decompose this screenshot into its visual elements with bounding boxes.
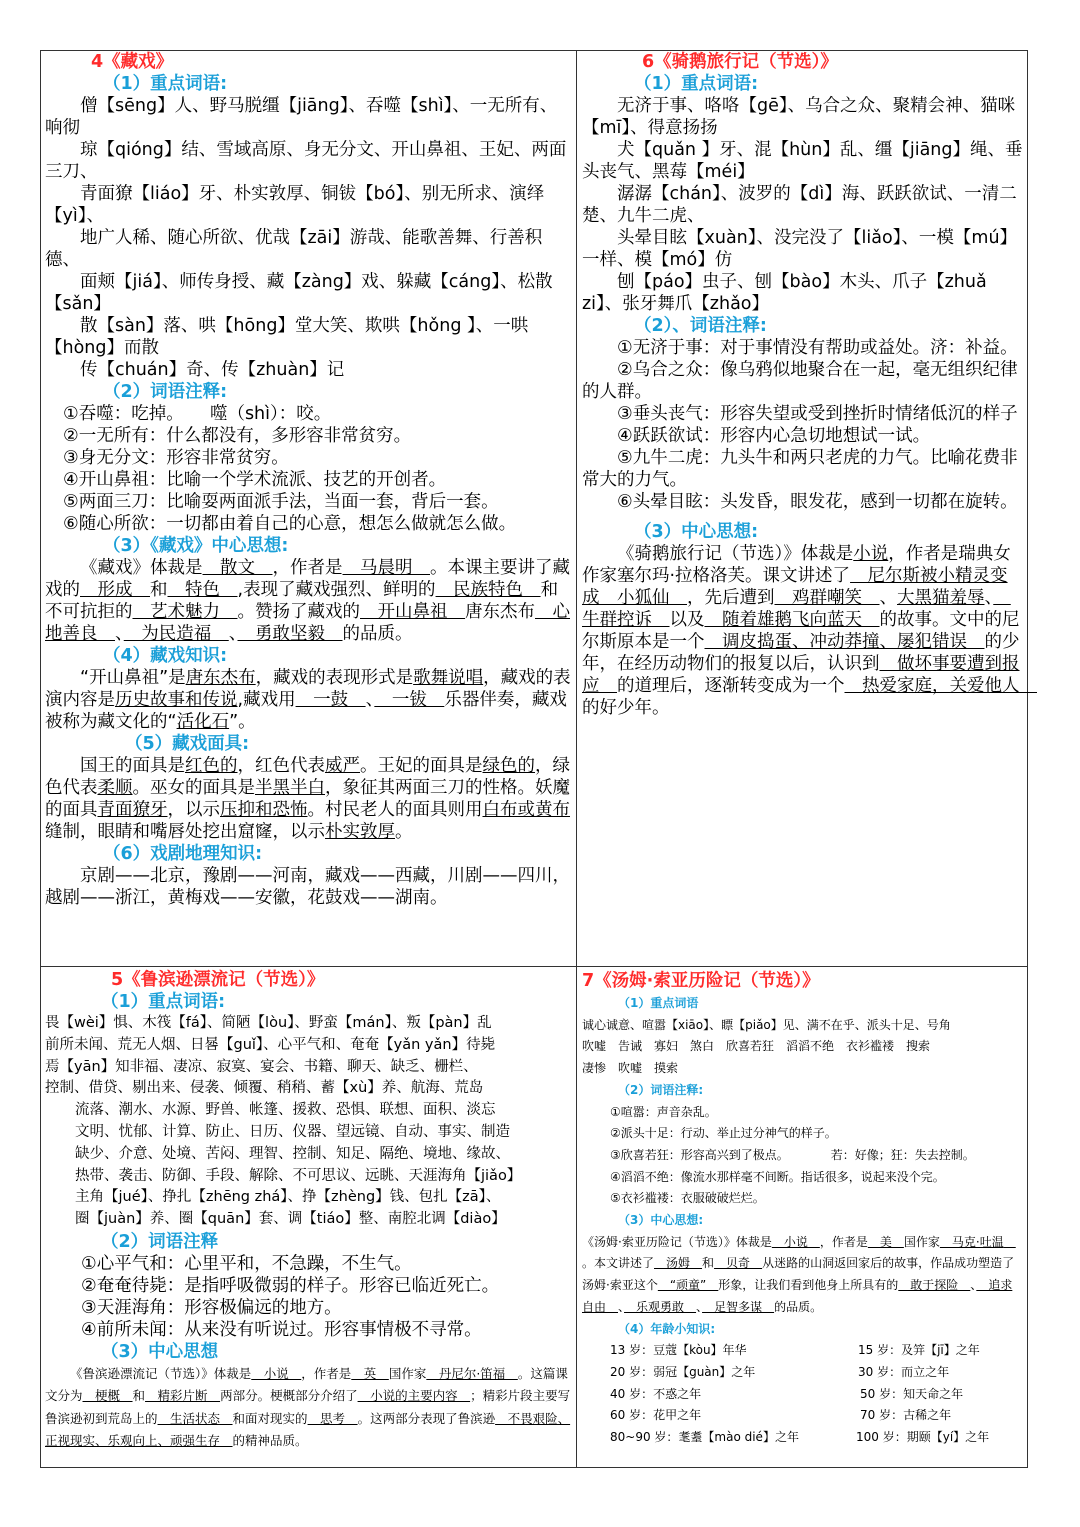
heading-key-words: （1）重点词语:	[101, 992, 226, 1012]
heading-knowledge: （4）藏戏知识:	[103, 646, 228, 666]
word-line: 刨【páo】虫子、刨【bào】木头、爪子【zhuǎ zi】、张牙舞爪【zhǎo】	[582, 272, 987, 314]
note-line: ③身无分文：形容非常贫穷。	[63, 448, 289, 468]
note-line: ①吞噬：吃掉。 噬（shì）：咬。	[63, 404, 332, 424]
note-line: ⑤九牛二虎：九头牛和两只老虎的力气。比喻花费非常大的力气。	[582, 448, 1018, 490]
word-line: 圈【juàn】养、圈【quān】套、调【tiáo】整、南腔北调【diào】	[75, 1211, 506, 1228]
masks-paragraph: 国王的面具是红色的，红色代表威严。王妃的面具是绿色的，绿色代表柔顺。巫女的面具是半黑半白，象征其两面三刀的性格。妖魔的面具青面獠牙，以示压抑和恐怖。村民老人的面具则用白布或黄布缝制，眼睛和嘴唇处挖出窟窿，以示朴实敦厚。	[45, 756, 570, 842]
note-line: ④跃跃欲试：形容内心急切地想试一试。	[617, 426, 931, 446]
section-title: 5《鲁滨逊漂流记（节选）》	[111, 970, 325, 990]
heading-key-words: （1）重点词语:	[634, 74, 759, 94]
section-title: 7《汤姆·索亚历险记（节选）》	[582, 971, 820, 991]
heading-ages: （4）年龄小知识:	[618, 1321, 716, 1336]
age-cell: 70 岁：古稀之年	[860, 1408, 952, 1423]
theme-paragraph: 《藏戏》体裁是 散文 ，作者是 马晨明 。本课主要讲了藏戏的 形成 和 特色 ,表现了藏戏强烈、鲜明的 民族特色 和不可抗拒的 艺术魅力 。赞扬了藏戏的 开山鼻祖 唐东杰布 心地善良 、 为民造福 、 勇敢坚毅 的品质。	[45, 558, 570, 644]
ages-row	[610, 1427, 1024, 1449]
note-line: ②奄奄待毙：是指呼吸微弱的样子。形容已临近死亡。	[81, 1275, 500, 1296]
note-line: ④滔滔不绝：像流水那样毫不间断。指话很多，说起来没个完。	[610, 1169, 945, 1184]
row-divider	[41, 966, 1027, 967]
note-line: ①无济于事：对于事情没有帮助或益处。济：补益。	[617, 338, 1018, 358]
word-line: 僧【sēng】人、野马脱缰【jiāng】、吞噬【shì】、一无所有、响彻	[45, 96, 558, 138]
heading-theme: （3）中心思想:	[618, 1213, 704, 1228]
age-cell: 30 岁：而立之年	[858, 1364, 950, 1379]
heading-masks: （5）藏戏面具:	[125, 734, 250, 754]
note-line: ③垂头丧气：形容失望或受到挫折时情绪低沉的样子	[617, 404, 1018, 424]
key-words	[45, 1013, 573, 1231]
word-line: 诚心诚意、喧嚣【xiāo】、瞟【piǎo】见、满不在乎、派头十足、号角	[582, 1017, 951, 1032]
note-line: ②一无所有：什么都没有，多形容非常贫穷。	[63, 426, 412, 446]
note-line: ⑤衣衫褴褛：衣服破破烂烂。	[610, 1191, 765, 1206]
ages-row	[610, 1362, 1024, 1384]
age-cell: 20 岁：弱冠【guàn】之年	[610, 1364, 756, 1379]
section-robinson	[45, 969, 573, 1465]
section-title: 4《藏戏》	[91, 52, 174, 72]
word-line: 畏【wèi】惧、木筏【fá】、简陋【lòu】、野蛮【mán】、叛【pàn】乱	[45, 1015, 492, 1031]
ages-row	[610, 1340, 1024, 1362]
heading-key-words: （1）重点词语:	[103, 74, 228, 94]
notes-list	[582, 337, 1024, 513]
heading-theme: （3）中心思想	[101, 1341, 219, 1362]
section-title: 6《骑鹅旅行记（节选）》	[642, 52, 838, 72]
word-line: 传【chuán】奇、传【zhuàn】记	[80, 360, 345, 380]
note-line: ④开山鼻祖：比喻一个学术流派、技艺的开创者。	[63, 470, 447, 490]
ages-table	[582, 1340, 1024, 1449]
note-line: ⑤两面三刀：比喻耍两面派手法，当面一套，背后一套。	[63, 492, 499, 512]
note-line: ⑥头晕目眩：头发昏，眼发花，感到一切都在旋转。	[617, 492, 1018, 512]
word-line: 琼【qióng】结、雪域高原、身无分文、开山鼻祖、王妃、两面三刀、	[45, 140, 567, 182]
column-divider	[576, 51, 577, 1467]
note-line: ①心平气和：心里平和，不急躁，不生气。	[81, 1253, 412, 1274]
note-line: ①喧嚣：声音杂乱。	[610, 1104, 717, 1119]
age-cell: 60 岁：花甲之年	[610, 1408, 702, 1423]
word-line: 吹嘘 告诫 寡妇 煞白 欣喜若狂 滔滔不绝 衣衫褴褛 搜索	[582, 1039, 931, 1054]
theme-paragraph: 《鲁滨逊漂流记（节选）》体裁是 小说 ，作者是 英 国作家 丹尼尔·笛福 。这篇课文分为 梗概 和 精彩片断 两部分。梗概部分介绍了 小说的主要内容 ；精彩片段主要写鲁滨逊初到荒岛上的 生活状态 和面对现实的 思考 。这两部分表现了鲁滨逊 不畏艰险、正视现实、乐观向上、顽强生存 的精神品质。	[45, 1365, 571, 1449]
word-line: 青面獠【liáo】牙、朴实敦厚、铜钹【bó】、别无所求、演绎【yì】、	[45, 184, 545, 226]
note-line: ④前所未闻：从来没有听说过。形容事情极不寻常。	[81, 1319, 482, 1340]
word-line: 主角【jué】、挣扎【zhēng zhá】、挣【zhèng】钱、包扎【zā】、	[75, 1189, 501, 1206]
heading-notes: （2）词语注释	[101, 1231, 219, 1252]
age-cell: 80~90 岁：耄耋【mào dié】之年	[610, 1430, 799, 1445]
theme-paragraph: 《骑鹅旅行记（节选）》体裁是小说，作者是瑞典女作家塞尔玛·拉格洛芙。课文讲述了 尼尔斯被小精灵变成 小狐仙 ，先后遭到 鸡群嘲笑 、大黑猫羞辱、 牛群控诉 以及 随着雄鹅飞向蓝天 的故事。文中的尼尔斯原本是一个 调皮捣蛋、冲动莽撞、屡犯错误 的少年，在经历动物们的报复以后，认识到 做坏事要遭到报应 的道理后，逐渐转变成为一个 热爱家庭，关爱他人 的好少年。	[582, 544, 1037, 718]
heading-key-words: （1）重点词语	[618, 996, 699, 1010]
note-line: ②乌合之众：像乌鸦似地聚合在一起，毫无组织纪律的人群。	[582, 360, 1018, 402]
word-line: 犬【quǎn 】牙、混【hùn】乱、缰【jiāng】绳、垂头丧气、黑莓【méi】	[582, 140, 1023, 182]
heading-notes: （2）、词语注释:	[634, 316, 767, 336]
word-line: 缺少、介意、处境、苦闷、理智、控制、知足、隔绝、境地、缘故、	[75, 1145, 510, 1162]
note-line: ③天涯海角：形容极偏远的地方。	[81, 1297, 342, 1318]
heading-notes: （2）词语注释:	[618, 1082, 704, 1097]
ages-row	[610, 1405, 1024, 1427]
word-line: 头晕目眩【xuàn】、没完没了【liǎo】、一模【mú】一样、模【mó】仿	[582, 228, 1018, 270]
note-line: ②派头十足：行动、举止过分神气的样子。	[610, 1126, 837, 1141]
note-line: ③欣喜若狂：形容高兴到了极点。 若：好像；狂：失去控制。	[610, 1147, 975, 1162]
theme-paragraph: 《汤姆·索亚历险记（节选）》体裁是 小说 ，作者是 美 国作家 马克·吐温 。本文讲述了 汤姆 和 贝奇 从迷路的山洞返回家后的故事，作品成功塑造了汤姆·索亚这个 “顽童” 形象，让我们看到他身上所具有的 敢于探险 、 追求自由 、 乐观勇敢 、 足智多谋 的品质。	[582, 1234, 1016, 1314]
age-cell: 50 岁：知天命之年	[860, 1386, 964, 1401]
age-cell: 15 岁：及笄【jī】之年	[858, 1343, 980, 1358]
word-line: 散【sàn】落、哄【hōng】堂大笑、欺哄【hǒng 】、一哄【hòng】而散	[45, 316, 529, 358]
age-cell: 100 岁：期颐【yí】之年	[856, 1430, 990, 1445]
key-words	[45, 95, 573, 381]
heading-geography: （6）戏剧地理知识:	[103, 844, 263, 864]
word-line: 文明、忧郁、计算、防止、日历、仪器、望远镜、自动、事实、制造	[75, 1123, 510, 1140]
word-line: 焉【yān】知非福、凄凉、寂寞、宴会、书籍、聊天、缺乏、栅栏、	[45, 1058, 478, 1075]
note-line: ⑥随心所欲：一切都由着自己的心意，想怎么做就怎么做。	[63, 514, 517, 534]
word-line: 流落、潮水、水源、野兽、帐篷、援救、恐惧、联想、面积、淡忘	[75, 1102, 496, 1119]
key-words	[582, 1015, 1024, 1080]
heading-theme: （3）《藏戏》中心思想:	[103, 536, 289, 556]
age-cell: 13 岁：豆蔻【kòu】年华	[610, 1343, 747, 1358]
age-cell: 40 岁：不惑之年	[610, 1386, 702, 1401]
section-tom-sawyer	[582, 969, 1024, 1465]
word-line: 无济于事、咯咯【gē】、乌合之众、聚精会神、猫咪【mī】、得意扬扬	[582, 96, 1016, 138]
word-line: 面颊【jiá】、师传身授、藏【zàng】戏、躲藏【cáng】、松散【sǎn】	[45, 272, 553, 314]
word-line: 地广人稀、随心所欲、优哉【zāi】游哉、能歌善舞、行善积德、	[45, 228, 543, 270]
notes-list	[582, 1102, 1024, 1211]
word-line: 前所未闻、荒无人烟、日晷【guǐ】、心平气和、奄奄【yǎn yǎn】待毙	[45, 1036, 496, 1053]
heading-theme: （3）中心思想:	[634, 522, 759, 542]
section-nils	[582, 51, 1037, 963]
page-grid	[40, 50, 1037, 1468]
ages-row	[610, 1384, 1024, 1406]
word-line: 控制、借贷、剔出来、侵袭、倾覆、稍稍、蓄【xù】养、航海、荒岛	[45, 1080, 484, 1097]
word-line: 热带、袭击、防御、手段、解除、不可思议、远眺、天涯海角【jiǎo】	[75, 1167, 522, 1184]
key-words	[582, 95, 1024, 315]
notes-list	[45, 1253, 573, 1341]
section-zangxi	[45, 51, 573, 963]
heading-notes: （2）词语注释:	[103, 382, 228, 402]
knowledge-paragraph: “开山鼻祖”是唐东杰布，藏戏的表现形式是歌舞说唱，藏戏的表演内容是历史故事和传说,藏戏用 一鼓 、 一钹 乐器伴奏，藏戏被称为藏文化的“活化石”。	[45, 668, 571, 732]
notes-list	[45, 403, 573, 535]
geography-paragraph: 京剧——北京，豫剧——河南，藏戏——西藏，川剧——四川，越剧——浙江，黄梅戏——安徽，花鼓戏——湖南。	[45, 866, 570, 908]
word-line: 潺潺【chán】、波罗的【dì】海、跃跃欲试、一清二楚、九牛二虎、	[582, 184, 1017, 226]
word-line: 凄惨 吹嘘 摸索	[582, 1061, 679, 1076]
